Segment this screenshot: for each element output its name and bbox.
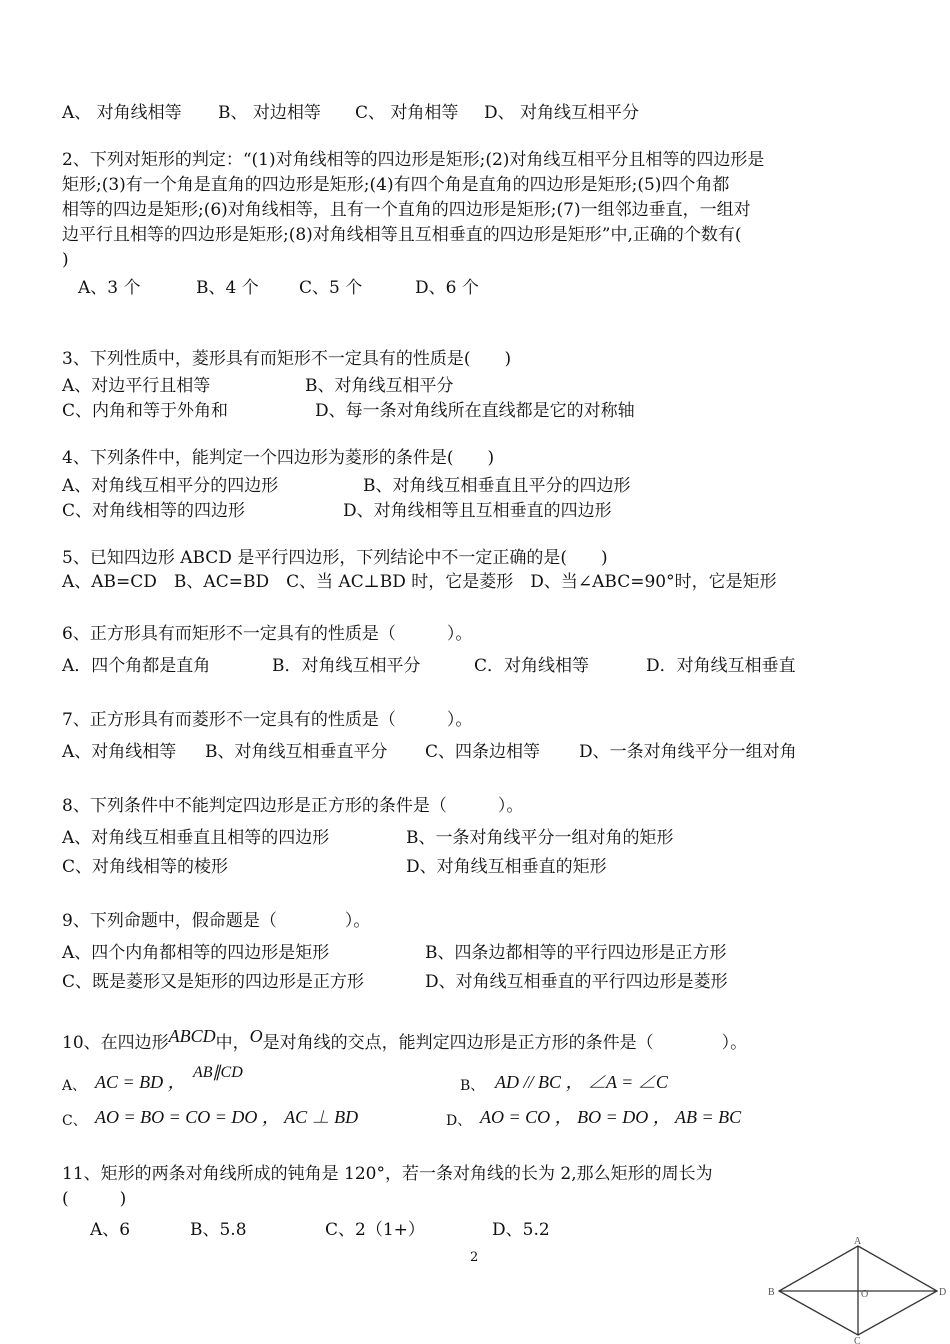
- q9-option-b: B、四条边都相等的平行四边形是正方形: [425, 943, 727, 963]
- q9-option-a: A、四个内角都相等的四边形是矩形: [62, 943, 330, 963]
- q2-stem-line: 矩形;(3)有一个角是直角的四边形是矩形;(4)有四个角是直角的四边形是矩形;(5)四个角都: [62, 175, 730, 195]
- q8-option-a: A、对角线互相垂直且相等的四边形: [62, 828, 330, 848]
- q6-option-c: C．对角线相等: [474, 656, 590, 676]
- q10-point-o: O: [249, 1026, 263, 1046]
- q9-option-d: D、对角线互相垂直的平行四边形是菱形: [425, 972, 728, 992]
- q2-stem-line: ): [62, 250, 69, 270]
- q11-option-d: D、5.2: [492, 1220, 550, 1240]
- q7-option-b: B、对角线互相垂直平分: [205, 742, 388, 762]
- q11-option-c: C、2（1+）: [325, 1220, 425, 1240]
- q8-option-d: D、对角线互相垂直的矩形: [406, 857, 607, 877]
- q10-option-b-label: B、: [460, 1078, 485, 1094]
- q10-option-a-label: A、: [62, 1078, 87, 1094]
- q3-option-c: C、内角和等于外角和: [62, 401, 229, 421]
- center-label-o: O: [861, 1289, 869, 1300]
- q2-option-c: C、5 个: [299, 278, 363, 298]
- q7-option-d: D、一条对角线平分一组对角: [579, 742, 797, 762]
- q10-stem: [62, 1026, 748, 1055]
- q1-option-b: B、 对边相等: [218, 103, 321, 123]
- q4-stem: 4、下列条件中，能判定一个四边形为菱形的条件是( ): [62, 448, 495, 468]
- q11-stem-line: ( ): [62, 1189, 127, 1209]
- vertex-label-b: B: [768, 1287, 775, 1298]
- q9-stem: 9、下列命题中，假命题是（ ）。: [62, 911, 371, 931]
- q9-option-c: C、既是菱形又是矩形的四边形是正方形: [62, 972, 365, 992]
- vertex-label-c: C: [854, 1336, 861, 1344]
- q6-option-a: A．四个角都是直角: [62, 656, 211, 676]
- q7-stem: 7、正方形具有而菱形不一定具有的性质是（ ）。: [62, 710, 473, 730]
- q10-quad-name: ABCD: [168, 1026, 216, 1046]
- q10-option-c-math: AO = BO = CO = DO ， AC ⊥ BD: [95, 1107, 359, 1127]
- q4-option-b: B、对角线互相垂直且平分的四边形: [363, 476, 631, 496]
- q2-stem-line: 相等的四边是矩形;(6)对角线相等，且有一个直角的四边形是矩形;(7)一组邻边垂直，一组对: [62, 200, 751, 220]
- q11-stem-line: 11、矩形的两条对角线所成的钝角是 120°，若一条对角线的长为 2,那么矩形的周长为: [62, 1164, 713, 1184]
- q10-option-d-label: D、: [446, 1113, 472, 1129]
- q2-option-d: D、6 个: [415, 278, 479, 298]
- q5-options: A、AB=CD B、AC=BD C、当 AC⊥BD 时，它是菱形 D、当∠ABC=90°时，它是矩形: [62, 572, 777, 592]
- vertex-label-a: A: [854, 1236, 862, 1247]
- q10-option-a-math-2: AB∥CD: [193, 1064, 243, 1081]
- q6-option-b: B．对角线互相平分: [272, 656, 421, 676]
- q7-option-c: C、四条边相等: [425, 742, 541, 762]
- q2-stem-line: 边平行且相等的四边形是矩形;(8)对角线相等且互相垂直的四边形是矩形”中,正确的个数有(: [62, 225, 742, 245]
- vertex-label-d: D: [939, 1287, 947, 1298]
- q10-stem-text: 中，: [215, 1033, 250, 1053]
- q2-option-b: B、4 个: [196, 278, 259, 298]
- q10-option-d-math: AO = CO ， BO = DO ， AB = BC: [480, 1107, 742, 1127]
- q10-stem-text: 是对角线的交点，能判定四边形是正方形的条件是（ ）。: [262, 1033, 748, 1053]
- q3-option-b: B、对角线互相平分: [305, 376, 454, 396]
- q10-option-a-math: AC = BD ，: [95, 1072, 186, 1092]
- q4-option-c: C、对角线相等的四边形: [62, 501, 246, 521]
- q6-option-d: D．对角线互相垂直: [646, 656, 796, 676]
- q3-stem: 3、下列性质中，菱形具有而矩形不一定具有的性质是( ): [62, 349, 512, 369]
- q8-option-c: C、对角线相等的棱形: [62, 857, 229, 877]
- q8-stem: 8、下列条件中不能判定四边形是正方形的条件是（ ）。: [62, 796, 524, 816]
- q1-option-d: D、 对角线互相平分: [484, 103, 640, 123]
- q7-option-a: A、对角线相等: [62, 742, 177, 762]
- q10-option-c-label: C、: [62, 1113, 87, 1129]
- q3-option-d: D、每一条对角线所在直线都是它的对称轴: [315, 401, 635, 421]
- q4-option-a: A、对角线互相平分的四边形: [62, 476, 279, 496]
- q10-stem-text: 10、在四边形: [62, 1033, 169, 1053]
- q1-option-c: C、 对角相等: [355, 103, 459, 123]
- q1-option-a: A、 对角线相等: [62, 103, 182, 123]
- q8-option-b: B、一条对角线平分一组对角的矩形: [406, 828, 674, 848]
- page-number: 2: [470, 1250, 479, 1265]
- q3-option-a: A、对边平行且相等: [62, 376, 211, 396]
- q11-option-a: A、6: [90, 1220, 131, 1240]
- q11-option-b: B、5.8: [190, 1220, 247, 1240]
- rhombus-figure: [765, 1235, 950, 1344]
- q4-option-d: D、对角线相等且互相垂直的四边形: [343, 501, 612, 521]
- q10-option-b-math: AD // BC ， ∠A = ∠C: [495, 1072, 668, 1092]
- q2-stem-line: 2、下列对矩形的判定：“(1)对角线相等的四边形是矩形;(2)对角线互相平分且相等的四边形是: [62, 150, 765, 170]
- q5-stem: 5、已知四边形 ABCD 是平行四边形，下列结论中不一定正确的是( ): [62, 548, 608, 568]
- q2-option-a: A、3 个: [78, 278, 141, 298]
- q6-stem: 6、正方形具有而矩形不一定具有的性质是（ ）。: [62, 624, 473, 644]
